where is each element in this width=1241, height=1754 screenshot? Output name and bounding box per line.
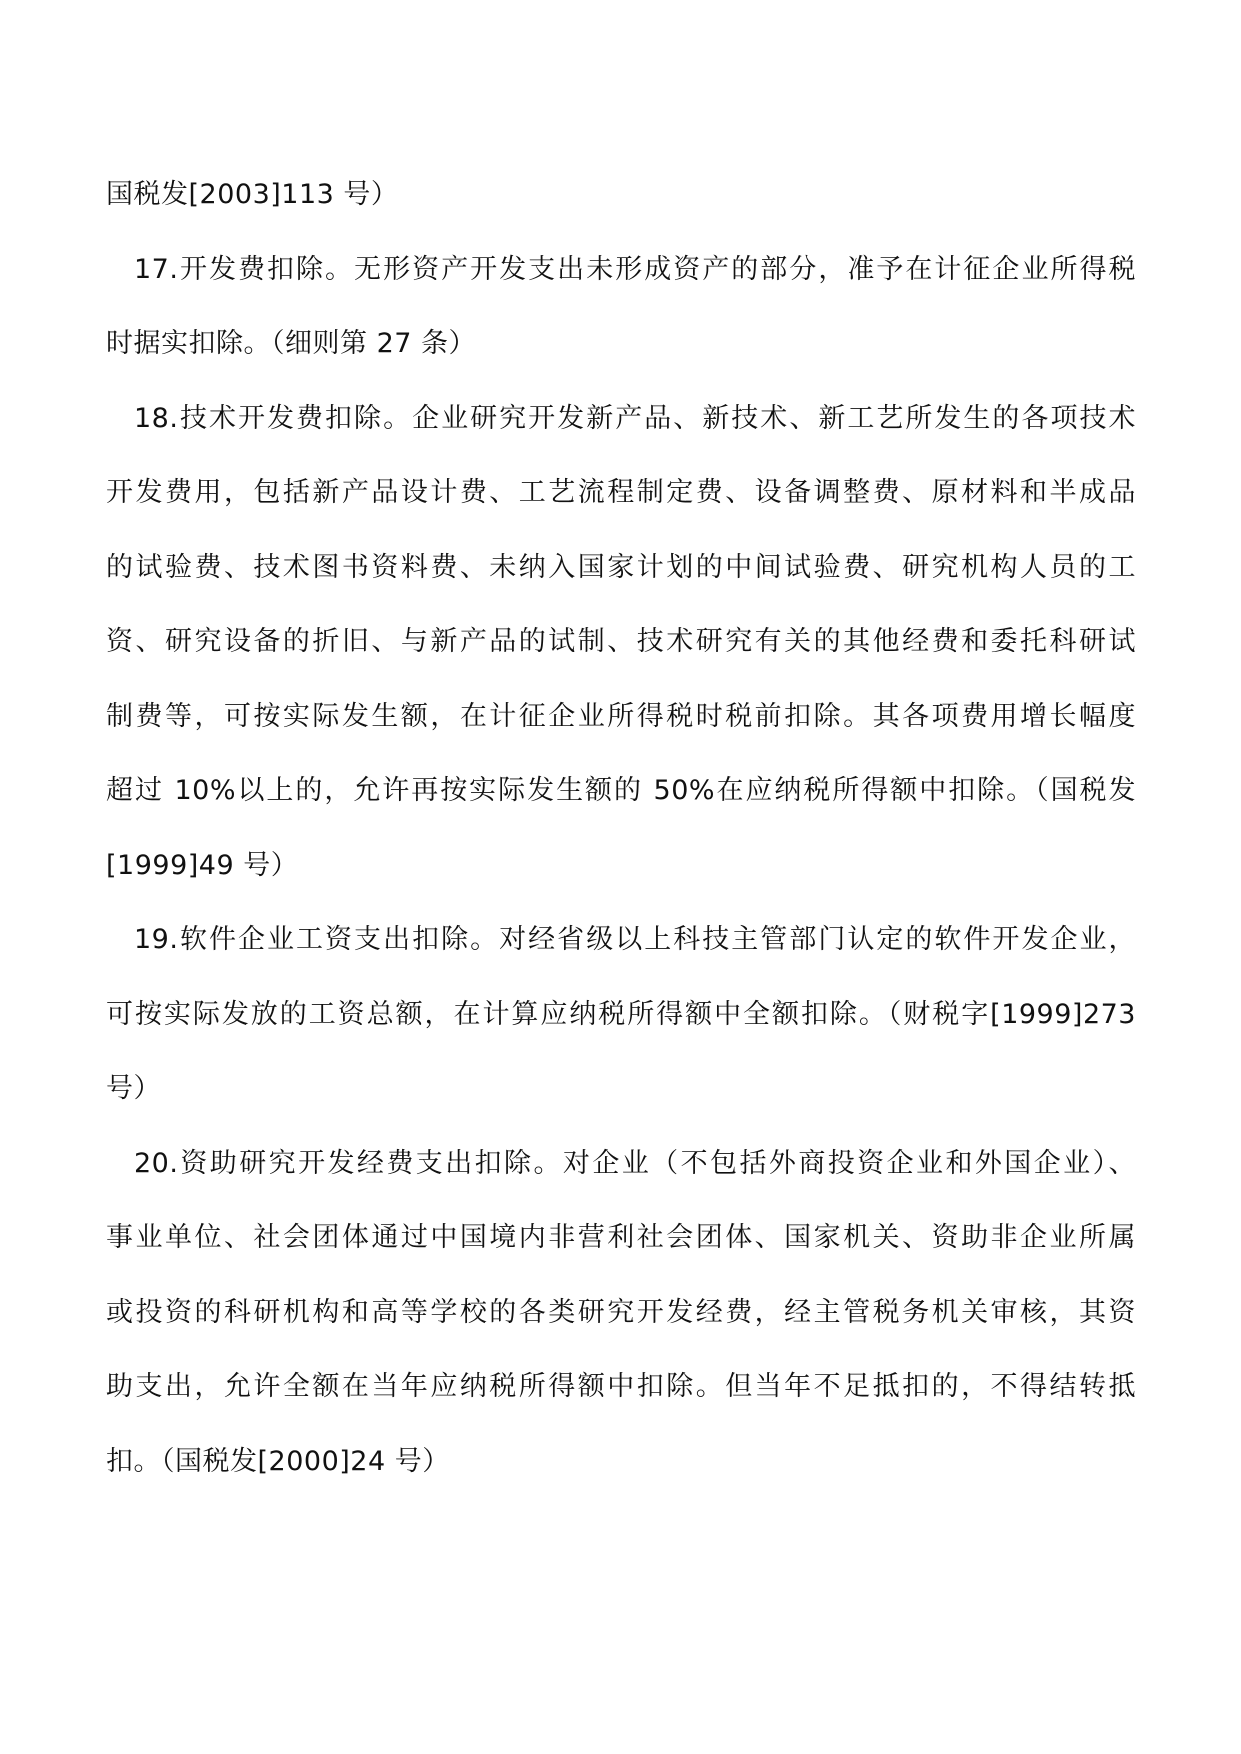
text-line: 号） (106, 1073, 161, 1104)
text-line: 的试验费、技术图书资料费、未纳入国家计划的中间试验费、研究机构人员的工 (106, 551, 1136, 583)
paragraph-18-line-1: 18.技术开发费扣除。企业研究开发新产品、新技术、新工艺所发生的各项技术 (134, 402, 1136, 434)
paragraph-20-line-1: 20.资助研究开发经费支出扣除。对企业（不包括外商投资企业和外国企业）、 (134, 1147, 1136, 1179)
paragraph-19-line-1: 19.软件企业工资支出扣除。对经省级以上科技主管部门认定的软件开发企业， (134, 924, 1136, 955)
text-line: 时据实扣除。（细则第 27 条） (106, 328, 477, 359)
text-line: 资、研究设备的折旧、与新产品的试制、技术研究有关的其他经费和委托科研试 (106, 626, 1136, 657)
document-body (106, 158, 1136, 1499)
text-line: 扣。（国税发[2000]24 号） (106, 1445, 450, 1477)
text-line: 助支出，允许全额在当年应纳税所得额中扣除。但当年不足抵扣的，不得结转抵 (106, 1371, 1136, 1402)
text-line: 可按实际发放的工资总额，在计算应纳税所得额中全额扣除。（财税字[1999]273 (106, 998, 1136, 1030)
text-line: [1999]49 号） (106, 849, 299, 881)
text-line: 制费等，可按实际发生额，在计征企业所得税时税前扣除。其各项费用增长幅度 (106, 700, 1136, 732)
text-line: 国税发[2003]113 号） (106, 179, 399, 210)
text-line: 事业单位、社会团体通过中国境内非营利社会团体、国家机关、资助非企业所属 (106, 1222, 1136, 1253)
text-line: 开发费用，包括新产品设计费、工艺流程制定费、设备调整费、原材料和半成品 (106, 477, 1136, 508)
paragraph-17-line-1: 17.开发费扣除。无形资产开发支出未形成资产的部分，准予在计征企业所得税 (134, 253, 1136, 285)
text-line: 超过 10%以上的，允许再按实际发生额的 50%在应纳税所得额中扣除。（国税发 (106, 775, 1136, 806)
text-line: 或投资的科研机构和高等学校的各类研究开发经费，经主管税务机关审核，其资 (106, 1296, 1136, 1328)
